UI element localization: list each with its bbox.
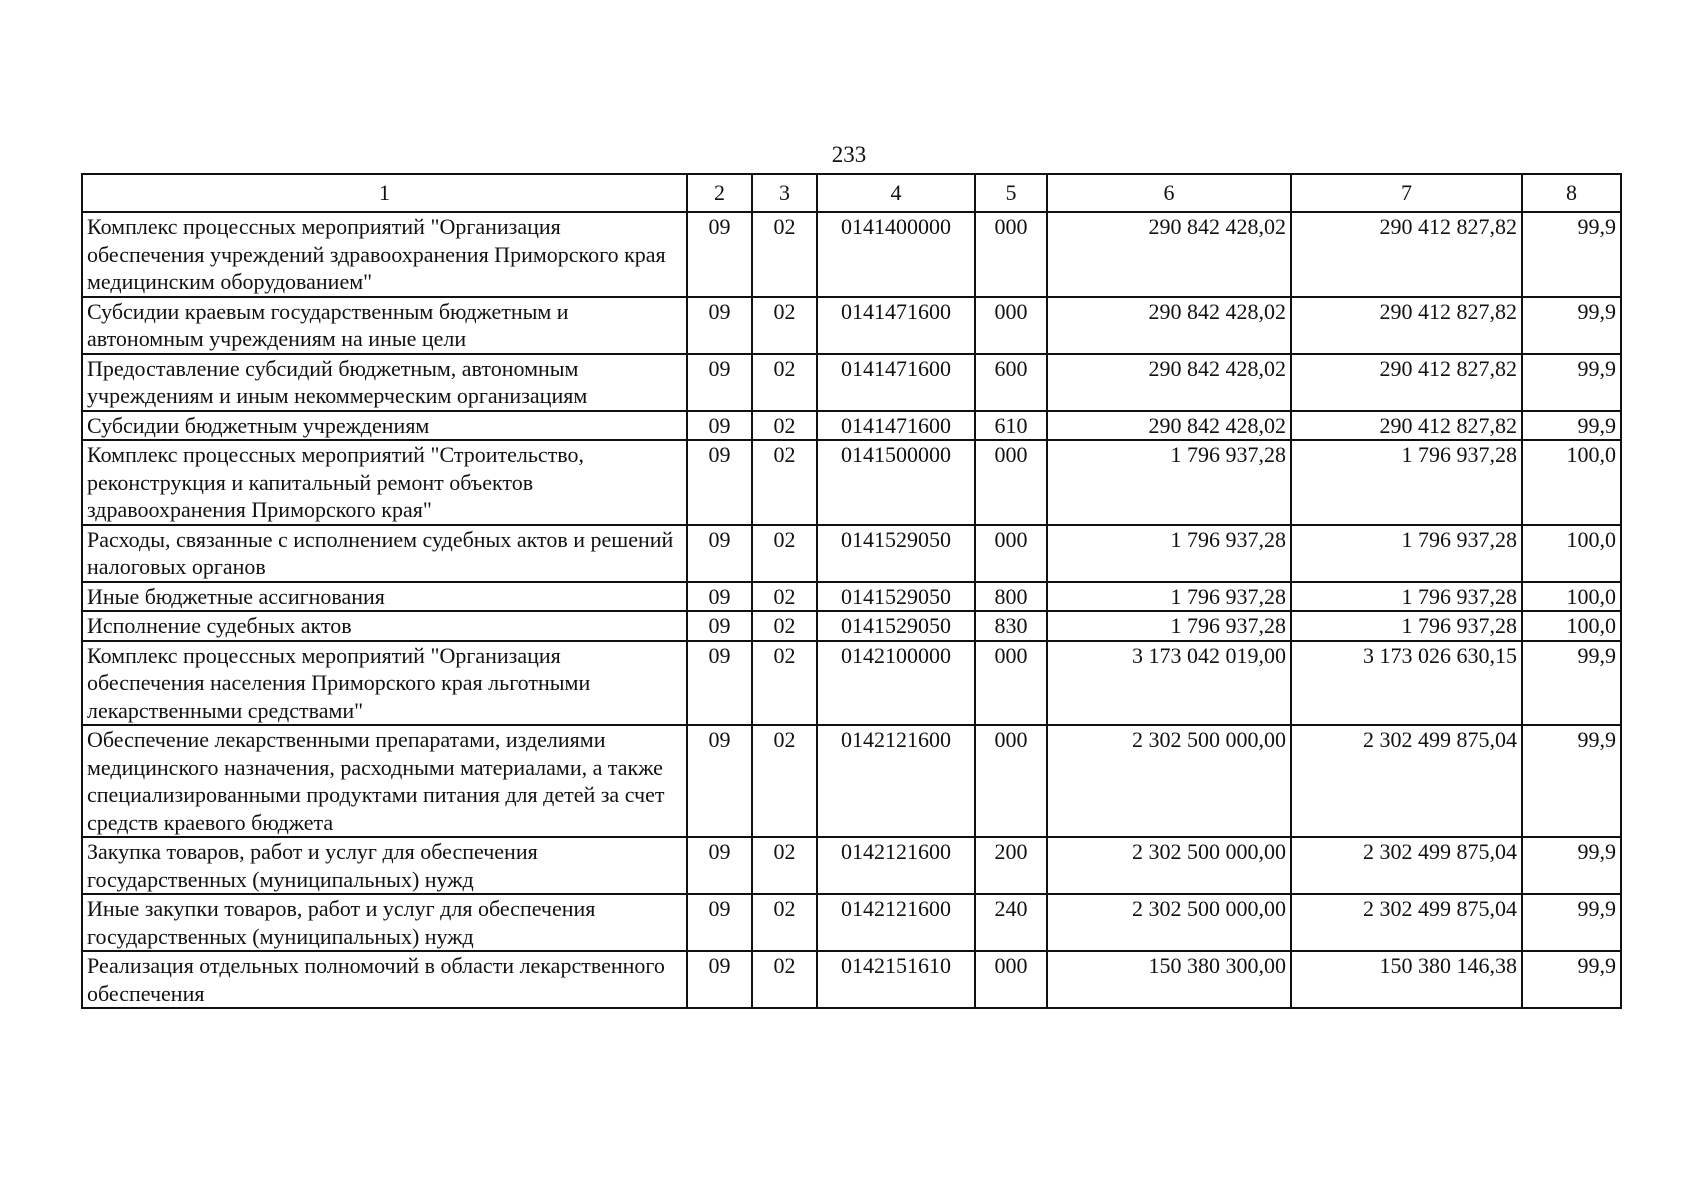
planned-amount-cell: 1 796 937,28 bbox=[1047, 611, 1291, 641]
column-header-7: 7 bbox=[1291, 174, 1522, 212]
row-name-cell: Комплекс процессных мероприятий "Организация обеспечения учреждений здравоохранения Приморского края медицинским оборудованием" bbox=[82, 212, 687, 297]
row-name-cell: Субсидии бюджетным учреждениям bbox=[82, 411, 687, 441]
target-article-cell: 0142100000 bbox=[817, 641, 975, 726]
execution-percent-cell: 100,0 bbox=[1522, 525, 1621, 582]
execution-percent-cell: 99,9 bbox=[1522, 411, 1621, 441]
actual-amount-cell: 1 796 937,28 bbox=[1291, 525, 1522, 582]
row-name-cell: Реализация отдельных полномочий в области лекарственного обеспечения bbox=[82, 951, 687, 1008]
subsection-code-cell: 02 bbox=[752, 951, 817, 1008]
actual-amount-cell: 290 412 827,82 bbox=[1291, 354, 1522, 411]
section-code-cell: 09 bbox=[687, 837, 752, 894]
row-name-cell: Субсидии краевым государственным бюджетным и автономным учреждениям на иные цели bbox=[82, 297, 687, 354]
actual-amount-cell: 1 796 937,28 bbox=[1291, 440, 1522, 525]
expense-type-cell: 000 bbox=[975, 440, 1047, 525]
execution-percent-cell: 100,0 bbox=[1522, 611, 1621, 641]
section-code-cell: 09 bbox=[687, 894, 752, 951]
row-name-cell: Обеспечение лекарственными препаратами, изделиями медицинского назначения, расходными материалами, а также специализированными продуктами питания для детей за счет средств краевого бюджета bbox=[82, 725, 687, 837]
row-name-cell: Иные закупки товаров, работ и услуг для обеспечения государственных (муниципальных) нужд bbox=[82, 894, 687, 951]
subsection-code-cell: 02 bbox=[752, 837, 817, 894]
row-name-cell: Иные бюджетные ассигнования bbox=[82, 582, 687, 612]
expense-type-cell: 240 bbox=[975, 894, 1047, 951]
execution-percent-cell: 99,9 bbox=[1522, 725, 1621, 837]
target-article-cell: 0141529050 bbox=[817, 525, 975, 582]
row-name-cell: Исполнение судебных актов bbox=[82, 611, 687, 641]
subsection-code-cell: 02 bbox=[752, 212, 817, 297]
expense-type-cell: 000 bbox=[975, 951, 1047, 1008]
subsection-code-cell: 02 bbox=[752, 297, 817, 354]
section-code-cell: 09 bbox=[687, 297, 752, 354]
expense-type-cell: 000 bbox=[975, 525, 1047, 582]
table-row bbox=[82, 725, 1621, 837]
target-article-cell: 0141500000 bbox=[817, 440, 975, 525]
actual-amount-cell: 2 302 499 875,04 bbox=[1291, 837, 1522, 894]
expense-type-cell: 000 bbox=[975, 641, 1047, 726]
column-header-1: 1 bbox=[82, 174, 687, 212]
expense-type-cell: 800 bbox=[975, 582, 1047, 612]
column-header-4: 4 bbox=[817, 174, 975, 212]
row-name-cell: Комплекс процессных мероприятий "Строительство, реконструкция и капитальный ремонт объектов здравоохранения Приморского края" bbox=[82, 440, 687, 525]
section-code-cell: 09 bbox=[687, 725, 752, 837]
planned-amount-cell: 1 796 937,28 bbox=[1047, 440, 1291, 525]
row-name-cell: Предоставление субсидий бюджетным, автономным учреждениям и иным некоммерческим организациям bbox=[82, 354, 687, 411]
execution-percent-cell: 100,0 bbox=[1522, 582, 1621, 612]
row-name-cell: Закупка товаров, работ и услуг для обеспечения государственных (муниципальных) нужд bbox=[82, 837, 687, 894]
target-article-cell: 0141471600 bbox=[817, 411, 975, 441]
expense-type-cell: 000 bbox=[975, 212, 1047, 297]
execution-percent-cell: 99,9 bbox=[1522, 297, 1621, 354]
target-article-cell: 0141529050 bbox=[817, 582, 975, 612]
section-code-cell: 09 bbox=[687, 611, 752, 641]
target-article-cell: 0141400000 bbox=[817, 212, 975, 297]
planned-amount-cell: 290 842 428,02 bbox=[1047, 297, 1291, 354]
target-article-cell: 0142151610 bbox=[817, 951, 975, 1008]
actual-amount-cell: 1 796 937,28 bbox=[1291, 611, 1522, 641]
column-header-6: 6 bbox=[1047, 174, 1291, 212]
expense-type-cell: 830 bbox=[975, 611, 1047, 641]
actual-amount-cell: 290 412 827,82 bbox=[1291, 212, 1522, 297]
subsection-code-cell: 02 bbox=[752, 582, 817, 612]
execution-percent-cell: 99,9 bbox=[1522, 212, 1621, 297]
actual-amount-cell: 2 302 499 875,04 bbox=[1291, 894, 1522, 951]
target-article-cell: 0142121600 bbox=[817, 894, 975, 951]
table-row bbox=[82, 212, 1621, 297]
execution-percent-cell: 99,9 bbox=[1522, 641, 1621, 726]
target-article-cell: 0141471600 bbox=[817, 354, 975, 411]
actual-amount-cell: 1 796 937,28 bbox=[1291, 582, 1522, 612]
table-row bbox=[82, 411, 1621, 441]
budget-table bbox=[81, 173, 1622, 1009]
section-code-cell: 09 bbox=[687, 951, 752, 1008]
table-row bbox=[82, 611, 1621, 641]
actual-amount-cell: 3 173 026 630,15 bbox=[1291, 641, 1522, 726]
row-name-cell: Расходы, связанные с исполнением судебных актов и решений налоговых органов bbox=[82, 525, 687, 582]
row-name-cell: Комплекс процессных мероприятий "Организация обеспечения населения Приморского края льготными лекарственными средствами" bbox=[82, 641, 687, 726]
section-code-cell: 09 bbox=[687, 525, 752, 582]
table-row bbox=[82, 837, 1621, 894]
actual-amount-cell: 290 412 827,82 bbox=[1291, 297, 1522, 354]
table-row bbox=[82, 440, 1621, 525]
section-code-cell: 09 bbox=[687, 440, 752, 525]
planned-amount-cell: 150 380 300,00 bbox=[1047, 951, 1291, 1008]
planned-amount-cell: 290 842 428,02 bbox=[1047, 411, 1291, 441]
subsection-code-cell: 02 bbox=[752, 641, 817, 726]
section-code-cell: 09 bbox=[687, 354, 752, 411]
table-body bbox=[82, 212, 1621, 1008]
execution-percent-cell: 99,9 bbox=[1522, 951, 1621, 1008]
actual-amount-cell: 150 380 146,38 bbox=[1291, 951, 1522, 1008]
target-article-cell: 0142121600 bbox=[817, 837, 975, 894]
planned-amount-cell: 2 302 500 000,00 bbox=[1047, 837, 1291, 894]
table-row bbox=[82, 641, 1621, 726]
planned-amount-cell: 290 842 428,02 bbox=[1047, 212, 1291, 297]
execution-percent-cell: 99,9 bbox=[1522, 837, 1621, 894]
section-code-cell: 09 bbox=[687, 582, 752, 612]
planned-amount-cell: 2 302 500 000,00 bbox=[1047, 725, 1291, 837]
expense-type-cell: 610 bbox=[975, 411, 1047, 441]
subsection-code-cell: 02 bbox=[752, 525, 817, 582]
section-code-cell: 09 bbox=[687, 212, 752, 297]
actual-amount-cell: 2 302 499 875,04 bbox=[1291, 725, 1522, 837]
execution-percent-cell: 99,9 bbox=[1522, 894, 1621, 951]
subsection-code-cell: 02 bbox=[752, 440, 817, 525]
subsection-code-cell: 02 bbox=[752, 894, 817, 951]
execution-percent-cell: 99,9 bbox=[1522, 354, 1621, 411]
table-row bbox=[82, 582, 1621, 612]
column-header-2: 2 bbox=[687, 174, 752, 212]
expense-type-cell: 000 bbox=[975, 297, 1047, 354]
planned-amount-cell: 1 796 937,28 bbox=[1047, 525, 1291, 582]
section-code-cell: 09 bbox=[687, 411, 752, 441]
table-row bbox=[82, 525, 1621, 582]
subsection-code-cell: 02 bbox=[752, 611, 817, 641]
planned-amount-cell: 290 842 428,02 bbox=[1047, 354, 1291, 411]
planned-amount-cell: 2 302 500 000,00 bbox=[1047, 894, 1291, 951]
header-row bbox=[82, 174, 1621, 212]
column-header-3: 3 bbox=[752, 174, 817, 212]
target-article-cell: 0142121600 bbox=[817, 725, 975, 837]
table-row bbox=[82, 894, 1621, 951]
table-row bbox=[82, 297, 1621, 354]
target-article-cell: 0141471600 bbox=[817, 297, 975, 354]
actual-amount-cell: 290 412 827,82 bbox=[1291, 411, 1522, 441]
expense-type-cell: 000 bbox=[975, 725, 1047, 837]
subsection-code-cell: 02 bbox=[752, 725, 817, 837]
table-row bbox=[82, 951, 1621, 1008]
expense-type-cell: 200 bbox=[975, 837, 1047, 894]
planned-amount-cell: 1 796 937,28 bbox=[1047, 582, 1291, 612]
planned-amount-cell: 3 173 042 019,00 bbox=[1047, 641, 1291, 726]
section-code-cell: 09 bbox=[687, 641, 752, 726]
column-header-5: 5 bbox=[975, 174, 1047, 212]
table-row bbox=[82, 354, 1621, 411]
execution-percent-cell: 100,0 bbox=[1522, 440, 1621, 525]
target-article-cell: 0141529050 bbox=[817, 611, 975, 641]
subsection-code-cell: 02 bbox=[752, 354, 817, 411]
expense-type-cell: 600 bbox=[975, 354, 1047, 411]
page-number: 233 bbox=[831, 142, 867, 167]
column-header-8: 8 bbox=[1522, 174, 1621, 212]
subsection-code-cell: 02 bbox=[752, 411, 817, 441]
